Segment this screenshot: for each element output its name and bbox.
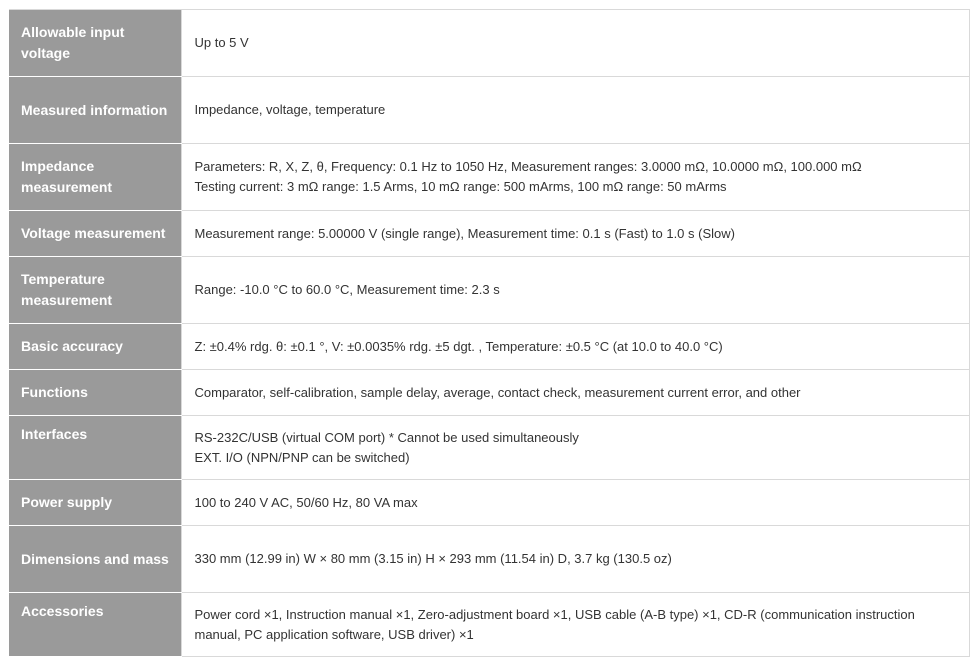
spec-value <box>181 10 970 77</box>
spec-label: Voltage measurement <box>9 211 181 257</box>
spec-label: Temperature measurement <box>9 257 181 324</box>
spec-value <box>181 593 970 657</box>
spec-value <box>181 211 970 257</box>
spec-value-line: RS-232C/USB (virtual COM port) * Cannot be used simultaneously <box>194 429 579 445</box>
spec-value-line: Parameters: R, X, Z, θ, Frequency: 0.1 Hz to 1050 Hz, Measurement ranges: 3.0000 mΩ, 10.0000 mΩ, 100.000 mΩ <box>194 159 862 174</box>
spec-value-line: Comparator, self-calibration, sample delay, average, contact check, measurement current error, and other <box>194 384 801 400</box>
spec-value <box>181 480 970 526</box>
spec-table <box>9 9 970 657</box>
spec-row-dimensions-and-mass <box>9 526 970 593</box>
spec-value <box>181 257 970 324</box>
spec-label: Basic accuracy <box>9 324 181 370</box>
spec-label: Measured information <box>9 77 181 144</box>
spec-row-functions <box>9 370 970 416</box>
spec-value-line: 100 to 240 V AC, 50/60 Hz, 80 VA max <box>194 494 418 510</box>
spec-row-measured-information <box>9 77 970 144</box>
spec-value-line: Testing current: 3 mΩ range: 1.5 Arms, 10 mΩ range: 500 mArms, 100 mΩ range: 50 mArms <box>194 179 727 194</box>
spec-label: Allowable input voltage <box>9 10 181 77</box>
spec-value-line: Range: -10.0 °C to 60.0 °C, Measurement time: 2.3 s <box>194 282 500 297</box>
spec-value-line: Z: ±0.4% rdg. θ: ±0.1 °, V: ±0.0035% rdg. ±5 dgt. , Temperature: ±0.5 °C (at 10.0 to 40.0 °C) <box>194 338 723 354</box>
spec-value-line: Impedance, voltage, temperature <box>194 102 386 117</box>
spec-label: Accessories <box>9 593 181 657</box>
spec-label: Functions <box>9 370 181 416</box>
spec-row-interfaces <box>9 416 970 480</box>
spec-row-impedance-measurement <box>9 144 970 211</box>
spec-value <box>181 77 970 144</box>
spec-row-temperature-measurement <box>9 257 970 324</box>
spec-label: Interfaces <box>9 416 181 480</box>
spec-value <box>181 370 970 416</box>
spec-label: Power supply <box>9 480 181 526</box>
spec-value-line: 330 mm (12.99 in) W × 80 mm (3.15 in) H × 293 mm (11.54 in) D, 3.7 kg (130.5 oz) <box>194 551 672 566</box>
spec-value <box>181 324 970 370</box>
spec-value-line: EXT. I/O (NPN/PNP can be switched) <box>194 449 410 465</box>
spec-label: Impedance measurement <box>9 144 181 211</box>
spec-label: Dimensions and mass <box>9 526 181 593</box>
spec-value-line: manual, PC application software, USB driver) ×1 <box>194 626 474 642</box>
spec-value <box>181 144 970 211</box>
spec-row-allowable-input-voltage <box>9 10 970 77</box>
spec-row-accessories <box>9 593 970 657</box>
spec-row-basic-accuracy <box>9 324 970 370</box>
spec-value <box>181 526 970 593</box>
spec-value-line: Power cord ×1, Instruction manual ×1, Zero-adjustment board ×1, USB cable (A-B type) ×1, CD-R (communication instruction <box>194 606 915 622</box>
spec-row-power-supply <box>9 480 970 526</box>
spec-value-line: Measurement range: 5.00000 V (single range), Measurement time: 0.1 s (Fast) to 1.0 s (Slow) <box>194 225 735 241</box>
spec-value <box>181 416 970 480</box>
spec-value-line: Up to 5 V <box>194 35 249 50</box>
spec-row-voltage-measurement <box>9 211 970 257</box>
